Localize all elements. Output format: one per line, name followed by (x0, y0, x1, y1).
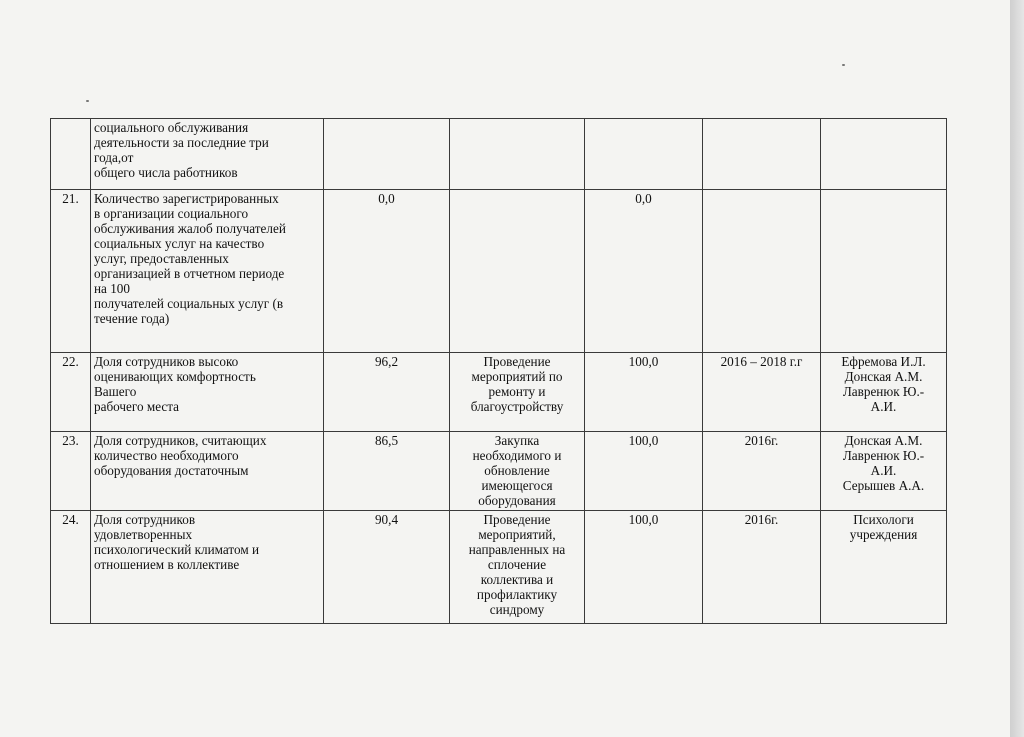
indicator-cell-line: услуг, предоставленных (94, 251, 229, 266)
indicator-cell-line: года,от (94, 150, 134, 165)
indicator-cell-line: организацией в отчетном периоде (94, 266, 285, 281)
responsible-cell-line: Ефремова И.Л. (841, 354, 926, 369)
indicator-cell-line: удовлетворенных (94, 527, 193, 542)
responsible-cell-line: Донская А.М. (844, 433, 923, 448)
responsible-cell-line: учреждения (849, 527, 918, 542)
deadline-cell: 2016г. (703, 432, 821, 511)
target-value-cell (585, 119, 703, 190)
indicator-cell (91, 119, 324, 190)
action-cell (450, 511, 585, 624)
indicator-cell-line: Доля сотрудников, считающих (94, 433, 267, 448)
action-cell-line: оборудования (478, 493, 556, 508)
responsible-cell (821, 511, 947, 624)
indicator-cell-line: психологический климатом и (94, 542, 260, 557)
indicator-cell-line: Доля сотрудников высоко (94, 354, 239, 369)
target-value-cell: 100,0 (585, 353, 703, 432)
indicator-cell-line: оборудования достаточным (94, 463, 249, 478)
deadline-cell: 2016г. (703, 511, 821, 624)
action-cell-line: Закупка (494, 433, 540, 448)
action-cell-line: коллектива и (480, 572, 554, 587)
action-cell-line: профилактику (476, 587, 558, 602)
action-cell-line: Проведение (483, 354, 551, 369)
responsible-cell (821, 119, 947, 190)
page-edge (1010, 0, 1024, 737)
responsible-cell-line: Лавренюк Ю.- (842, 384, 925, 399)
indicator-cell (91, 190, 324, 353)
indicator-cell-line: социальных услуг на качество (94, 236, 265, 251)
deadline-cell: 2016 – 2018 г.г (703, 353, 821, 432)
indicator-cell-line: отношением в коллективе (94, 557, 240, 572)
target-value-cell: 100,0 (585, 511, 703, 624)
indicator-cell-line: социального обслуживания (94, 120, 249, 135)
action-cell (450, 432, 585, 511)
indicator-cell-line: рабочего места (94, 399, 180, 414)
indicator-cell-line: Вашего (94, 384, 137, 399)
action-cell-line: мероприятий, (478, 527, 556, 542)
indicator-cell (91, 432, 324, 511)
row-number: 23. (51, 432, 91, 511)
table-row (51, 119, 947, 190)
table-row (51, 432, 947, 511)
table-row (51, 190, 947, 353)
indicator-cell-line: оценивающих комфортность (94, 369, 256, 384)
responsible-cell-line: Серышев А.А. (842, 478, 925, 493)
action-cell-line: ремонту и (488, 384, 546, 399)
indicator-cell-line: обслуживания жалоб получателей (94, 221, 286, 236)
responsible-cell (821, 353, 947, 432)
row-number: 24. (51, 511, 91, 624)
action-cell-line: Проведение (483, 512, 551, 527)
action-cell-line: мероприятий по (471, 369, 563, 384)
action-cell (450, 353, 585, 432)
scan-speck (842, 64, 845, 66)
indicator-cell-line: на 100 (94, 281, 130, 296)
row-number (51, 119, 91, 190)
current-value-cell: 96,2 (324, 353, 450, 432)
indicator-cell (91, 511, 324, 624)
row-number: 21. (51, 190, 91, 353)
indicator-cell-line: количество необходимого (94, 448, 239, 463)
responsible-cell-line: Донская А.М. (844, 369, 923, 384)
responsible-cell (821, 432, 947, 511)
indicator-cell-line: в организации социального (94, 206, 249, 221)
responsible-cell-line: Психологи (853, 512, 914, 527)
deadline-cell (703, 190, 821, 353)
current-value-cell: 86,5 (324, 432, 450, 511)
action-cell-line: направленных на (468, 542, 566, 557)
responsible-cell-line: А.И. (870, 463, 897, 478)
action-cell-line: обновление (484, 463, 550, 478)
indicator-cell-line: получателей социальных услуг (в (94, 296, 284, 311)
table-row (51, 511, 947, 624)
indicator-cell-line: течение года) (94, 311, 170, 326)
action-cell-line: благоустройству (470, 399, 564, 414)
current-value-cell: 0,0 (324, 190, 450, 353)
table-row (51, 353, 947, 432)
action-cell-line: необходимого и (472, 448, 562, 463)
deadline-cell (703, 119, 821, 190)
scan-speck (86, 100, 89, 102)
indicator-cell-line: деятельности за последние три (94, 135, 269, 150)
action-cell-line: имеющегося (481, 478, 553, 493)
action-cell (450, 190, 585, 353)
responsible-cell-line: А.И. (870, 399, 897, 414)
target-value-cell: 0,0 (585, 190, 703, 353)
action-cell-line: сплочение (487, 557, 547, 572)
current-value-cell (324, 119, 450, 190)
table-body (51, 119, 947, 624)
measures-table (50, 118, 947, 624)
indicator-cell-line: Количество зарегистрированных (94, 191, 279, 206)
responsible-cell-line: Лавренюк Ю.- (842, 448, 925, 463)
action-cell-line: синдрому (489, 602, 545, 617)
row-number: 22. (51, 353, 91, 432)
target-value-cell: 100,0 (585, 432, 703, 511)
indicator-cell-line: общего числа работников (94, 165, 238, 180)
indicator-cell-line: Доля сотрудников (94, 512, 196, 527)
action-cell (450, 119, 585, 190)
responsible-cell (821, 190, 947, 353)
current-value-cell: 90,4 (324, 511, 450, 624)
indicator-cell (91, 353, 324, 432)
